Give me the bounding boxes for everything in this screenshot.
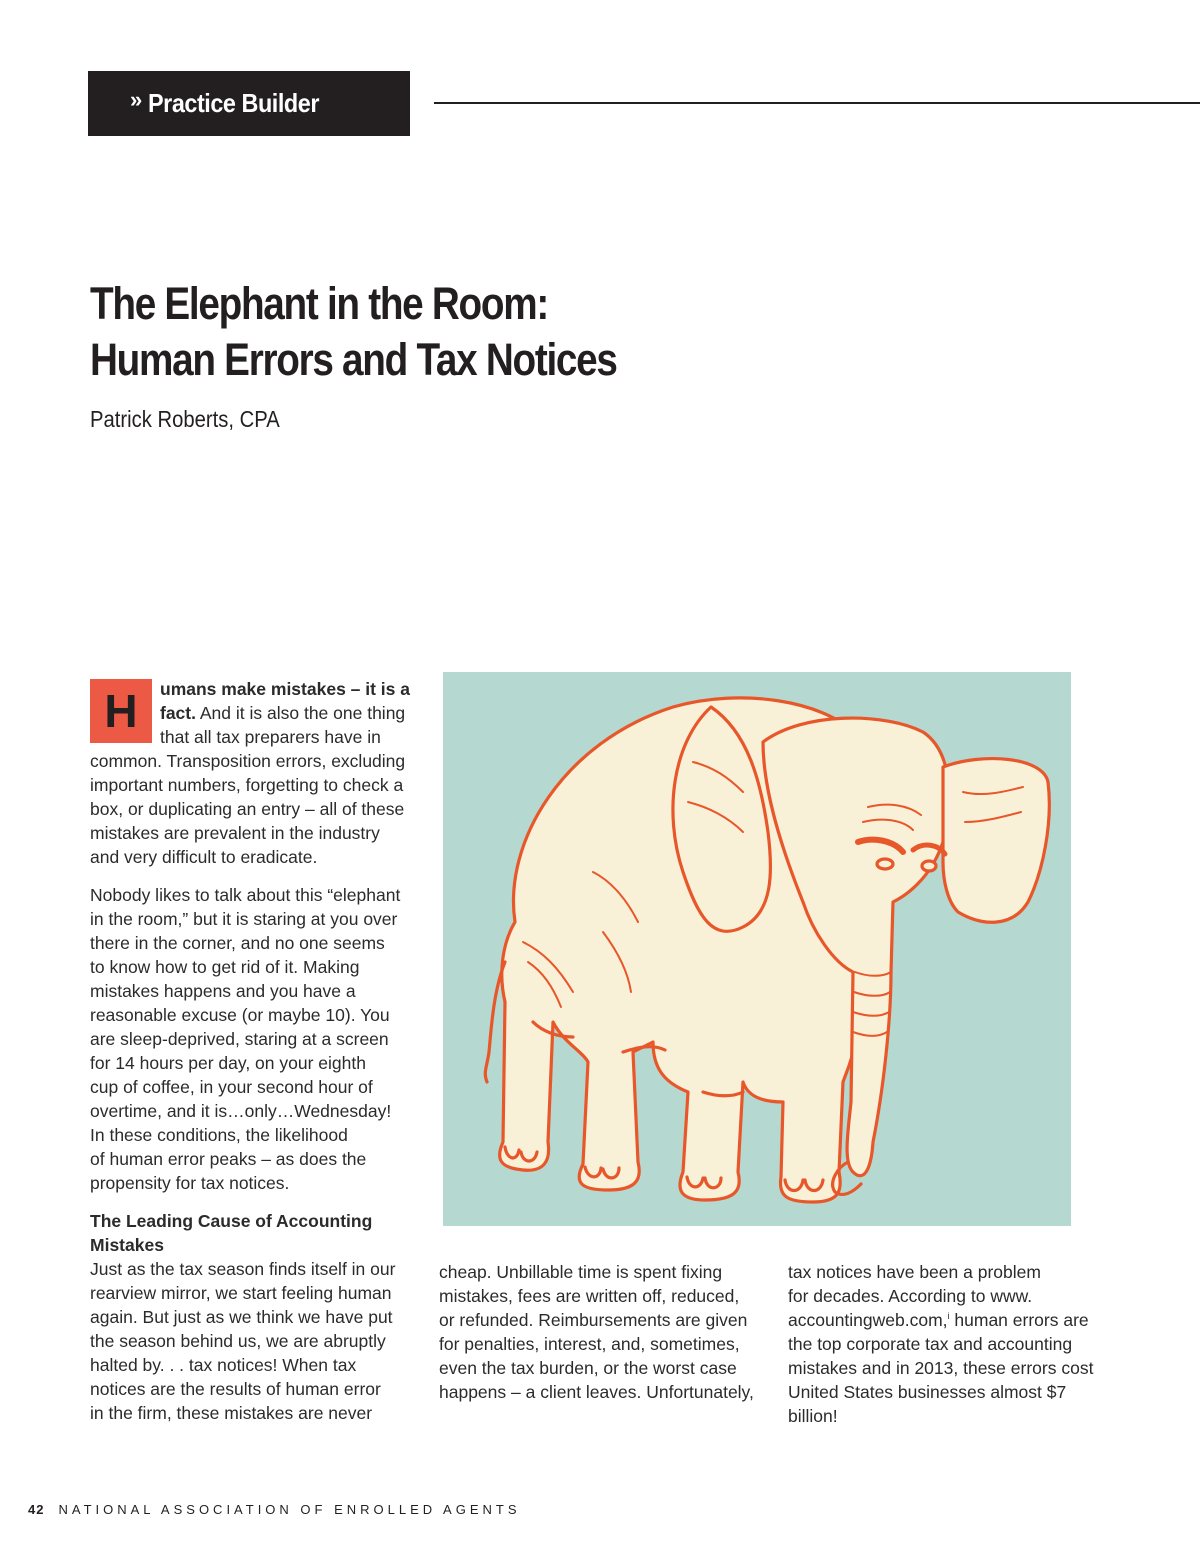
text-line: propensity for tax notices. (90, 1173, 290, 1193)
text-line: Just as the tax season finds itself in our (90, 1259, 396, 1279)
text-line: in the firm, these mistakes are never (90, 1403, 373, 1423)
paragraph-1 (90, 677, 420, 869)
text-line: human errors are (949, 1310, 1089, 1330)
text-line: overtime, and it is…only…Wednesday! (90, 1101, 392, 1121)
drop-cap: H (90, 679, 152, 743)
text-line: reasonable excuse (or maybe 10). You (90, 1005, 390, 1025)
lead-text-end: fact. (160, 703, 196, 723)
chevron-icon: » (130, 86, 143, 112)
title-line-1: The Elephant in the Room: (90, 278, 548, 329)
text-line: are sleep-deprived, staring at a screen (90, 1029, 389, 1049)
author-byline: Patrick Roberts, CPA (90, 406, 280, 432)
elephant-illustration (443, 672, 1071, 1226)
text-line: the season behind us, we are abruptly (90, 1331, 386, 1351)
text-line: rearview mirror, we start feeling human (90, 1283, 392, 1303)
text-line: United States businesses almost $7 (788, 1382, 1067, 1402)
text-line: important numbers, forgetting to check a (90, 775, 404, 795)
text-line: mistakes are prevalent in the industry (90, 823, 380, 843)
text-line: mistakes and in 2013, these errors cost (788, 1358, 1094, 1378)
section-rule (434, 102, 1200, 104)
text-line: mistakes, fees are written off, reduced, (439, 1286, 740, 1306)
subheading-line: The Leading Cause of Accounting (90, 1211, 373, 1231)
footnote-marker: i (947, 1311, 950, 1322)
text-line: and very difficult to eradicate. (90, 847, 318, 867)
paragraph-2 (90, 883, 420, 1195)
title-line-2: Human Errors and Tax Notices (90, 334, 617, 385)
text-line: halted by. . . tax notices! When tax (90, 1355, 357, 1375)
text-line: of human error peaks – as does the (90, 1149, 367, 1169)
text-line: billion! (788, 1406, 838, 1426)
text-line: in the room,” but it is staring at you over (90, 909, 398, 929)
text-line: box, or duplicating an entry – all of these (90, 799, 405, 819)
text-line: happens – a client leaves. Unfortunately, (439, 1382, 754, 1402)
body-column-2 (439, 1260, 774, 1404)
text-line: there in the corner, and no one seems (90, 933, 385, 953)
text-line: to know how to get rid of it. Making (90, 957, 360, 977)
text-line: mistakes happens and you have a (90, 981, 356, 1001)
text-line: or refunded. Reimbursements are given (439, 1310, 748, 1330)
paragraph-3 (90, 1257, 420, 1425)
text-line: common. Transposition errors, excluding (90, 751, 406, 771)
text-line: cup of coffee, in your second hour of (90, 1077, 373, 1097)
section-label: Practice Builder (148, 88, 320, 118)
lead-text: umans make mistakes – it is a (160, 679, 410, 699)
page-number: 42 (28, 1502, 45, 1517)
subheading (90, 1209, 420, 1257)
page-footer (28, 1502, 521, 1517)
text-line: that all tax preparers have in (160, 727, 381, 747)
text-line: for 14 hours per day, on your eighth (90, 1053, 366, 1073)
publication-name: NATIONAL ASSOCIATION OF ENROLLED AGENTS (58, 1502, 521, 1517)
text-line: the top corporate tax and accounting (788, 1334, 1073, 1354)
body-column-1 (90, 677, 420, 1425)
section-tab (88, 71, 410, 136)
text-line: even the tax burden, or the worst case (439, 1358, 737, 1378)
article-title (90, 276, 850, 388)
text-line: tax notices have been a problem (788, 1262, 1041, 1282)
text-line: accountingweb.com, (788, 1310, 948, 1330)
body-column-3 (788, 1260, 1118, 1428)
text-line: And it is also the one thing (195, 703, 406, 723)
elephant-icon (443, 672, 1071, 1226)
text-line: for decades. According to www. (788, 1286, 1033, 1306)
text-line: Nobody likes to talk about this “elephant (90, 885, 401, 905)
text-line: cheap. Unbillable time is spent fixing (439, 1262, 723, 1282)
text-line: for penalties, interest, and, sometimes, (439, 1334, 740, 1354)
text-line: In these conditions, the likelihood (90, 1125, 348, 1145)
subheading-line: Mistakes (90, 1235, 164, 1255)
text-line: notices are the results of human error (90, 1379, 381, 1399)
text-line: again. But just as we think we have put (90, 1307, 393, 1327)
